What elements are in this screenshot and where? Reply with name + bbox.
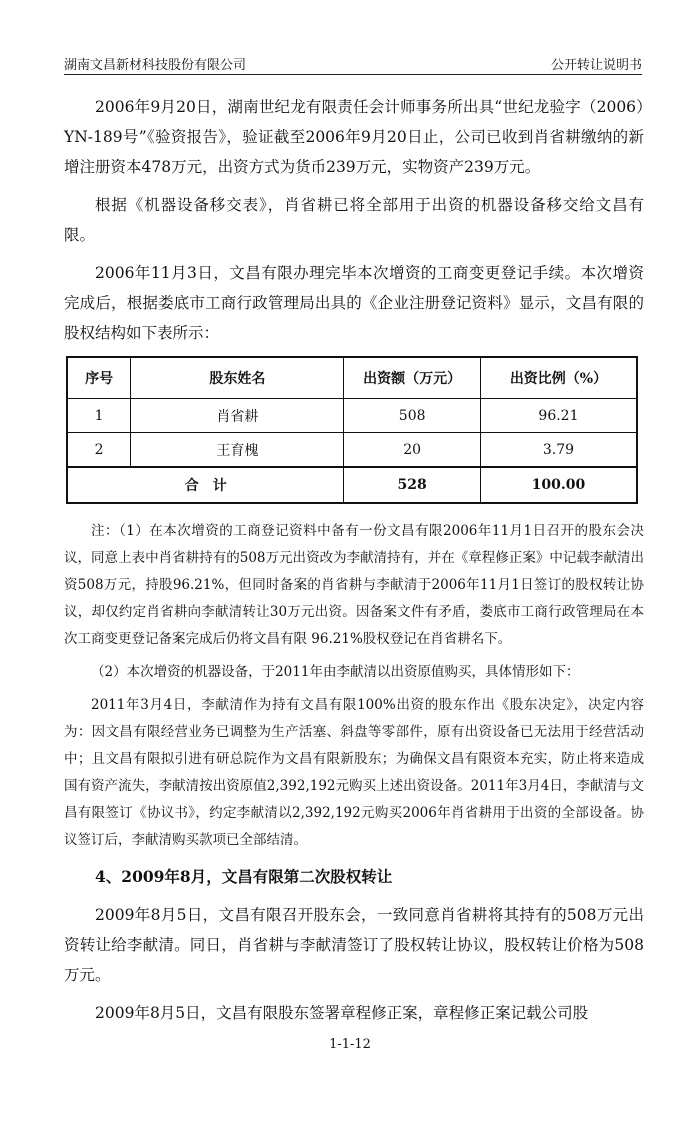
section-heading-equity-transfer: 4、2009年8月，文昌有限第二次股权转让 <box>95 867 393 886</box>
note-2: （2）本次增资的机器设备，于2011年由李献清以出资原值购买，具体情形如下： <box>91 664 580 680</box>
cell-amount: 20 <box>344 433 481 468</box>
table-total-row <box>67 467 637 503</box>
paragraph-registration-change: 2006年11月3日，文昌有限办理完毕本次增资的工商变更登记手续。本次增资完成后，根据娄底市工商行政管理局出具的《企业注册登记资料》显示，文昌有限的股权结构如下表所示： <box>64 264 644 342</box>
cell-index: 1 <box>67 399 131 433</box>
paragraph-shareholder-meeting: 2009年8月5日，文昌有限召开股东会，一致同意肖省耕将其持有的508万元出资转让给李献清。同日，肖省耕与李献清签订了股权转让协议，股权转让价格为508万元。 <box>64 906 644 984</box>
total-label: 合 计 <box>67 467 344 503</box>
total-amount: 528 <box>344 467 481 503</box>
table-row <box>67 399 637 433</box>
header-index: 序号 <box>67 357 131 399</box>
cell-shareholder: 肖省耕 <box>131 399 344 433</box>
header-shareholder: 股东姓名 <box>131 357 344 399</box>
cell-ratio: 3.79 <box>480 433 637 468</box>
paragraph-articles-amendment: 2009年8月5日，文昌有限股东签署章程修正案，章程修正案记载公司股 <box>95 1004 589 1022</box>
total-ratio: 100.00 <box>480 467 637 503</box>
page-content <box>64 92 644 1036</box>
cell-amount: 508 <box>344 399 481 433</box>
table-row <box>67 433 637 468</box>
page-header <box>64 50 642 75</box>
header-doc-type: 公开转让说明书 <box>550 58 642 73</box>
page-number: 1-1-12 <box>329 1037 371 1052</box>
equity-structure-table <box>66 356 638 504</box>
table-header-row <box>67 357 637 399</box>
cell-index: 2 <box>67 433 131 468</box>
paragraph-capital-verification: 2006年9月20日，湖南世纪龙有限责任会计师事务所出具“世纪龙验字（2006）YN-189号”《验资报告》，验证截至2006年9月20日止，公司已收到肖省耕缴纳的新增注册资本478万元，出资方式为货币239万元，实物资产239万元。 <box>64 98 644 176</box>
header-company: 湖南文昌新材科技股份有限公司 <box>64 58 247 73</box>
header-ratio: 出资比例（%） <box>480 357 637 399</box>
header-amount: 出资额（万元） <box>344 357 481 399</box>
note-3: 2011年3月4日，李献清作为持有文昌有限100%出资的股东作出《股东决定》，决定内容为：因文昌有限经营业务已调整为生产活塞、斜盘等零部件，原有出资设备已无法用于经营活动中；且文昌有限拟引进有研总院作为文昌有限新股东；为确保文昌有限资本充实，防止将来造成国有资产流失，李献清按出资原值2,392,192元购买上述出资设备。2011年3月4日，李献清与文昌有限签订《协议书》，约定李献清以2,392,192元购买2006年肖省耕用于出资的全部设备。协议签订后，李献清购买款项已全部结清。 <box>64 697 644 848</box>
paragraph-equipment-transfer: 根据《机器设备移交表》，肖省耕已将全部用于出资的机器设备移交给文昌有限。 <box>64 196 644 244</box>
cell-ratio: 96.21 <box>480 399 637 433</box>
note-1: 注：（1）在本次增资的工商登记资料中备有一份文昌有限2006年11月1日召开的股东会决议，同意上表中肖省耕持有的508万元出资改为李献清持有，并在《章程修正案》中记载李献清出资508万元，持股96.21%，但同时备案的肖省耕与李献清于2006年11月1日签订的股权转让协议，却仅约定肖省耕向李献清转让30万元出资。因备案文件有矛盾，娄底市工商行政管理局在本次工商变更登记备案完成后仍将文昌有限 96.21%股权登记在肖省耕名下。 <box>64 523 644 647</box>
cell-shareholder: 王育槐 <box>131 433 344 468</box>
